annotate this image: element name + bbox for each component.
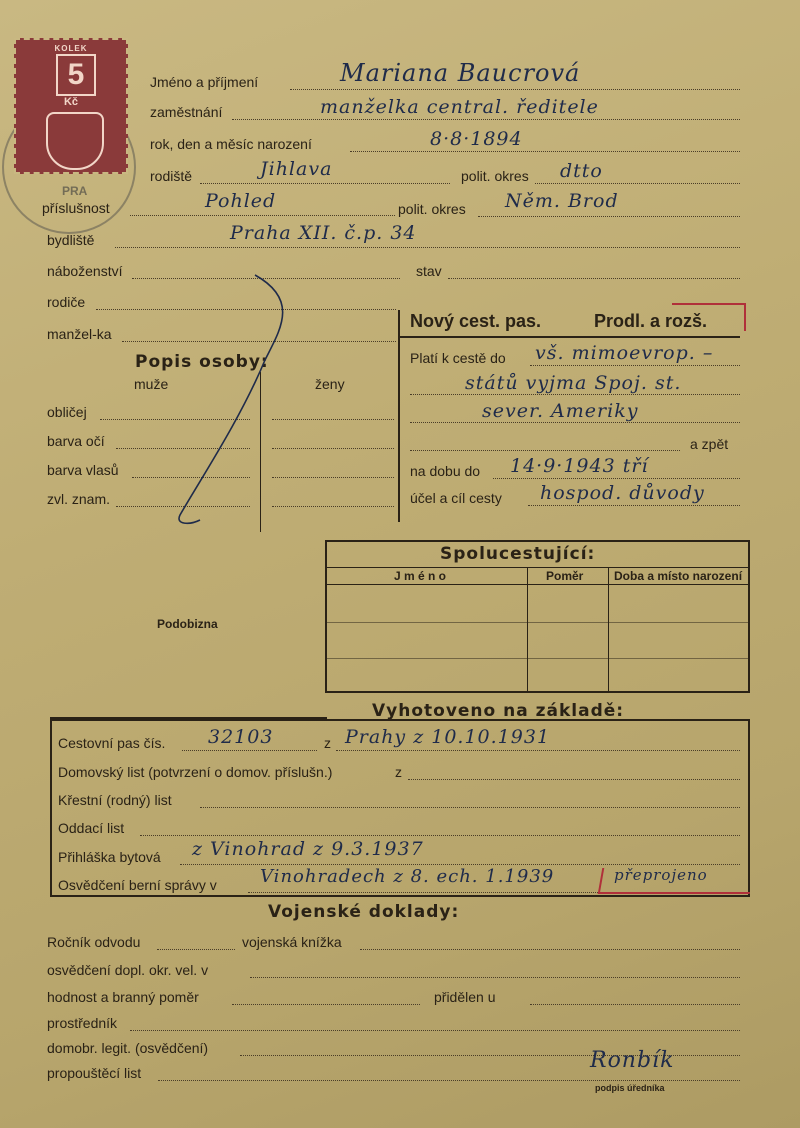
table-rule [327, 622, 748, 623]
a-zpet: a zpět [690, 436, 729, 452]
spolu-col-jmeno: J m é n o [394, 569, 447, 583]
ucel-label: účel a cíl cesty [410, 490, 502, 506]
propousteci-label: propouštěcí list [47, 1065, 142, 1081]
podpis-label: podpis úředníka [595, 1083, 665, 1093]
domobr-label: domobr. legit. (osvědčení) [47, 1040, 209, 1056]
popis-col-muze: muže [134, 376, 169, 392]
name-line [290, 89, 740, 90]
polit-okres2-line [478, 216, 740, 217]
lion-crest-icon [46, 112, 104, 170]
birthplace-line [200, 183, 450, 184]
knizka-line [360, 949, 740, 950]
rodice-label: rodiče [47, 294, 86, 310]
popis-row-label: obličej [47, 404, 87, 420]
pas-z-value: Prahy z 10.10.1931 [345, 726, 551, 748]
polit-okres2-label: polit. okres [398, 201, 466, 217]
berni-extra: přeprojeno [614, 866, 708, 884]
stav-label: stav [416, 263, 442, 279]
cross-out-stroke [160, 270, 300, 530]
spolu-title: Spolucestující: [440, 544, 596, 564]
prihlaska-value: z Vinohrad z 9.3.1937 [192, 838, 424, 860]
job-label: zaměstnání [150, 104, 223, 120]
bydliste-label: bydliště [47, 232, 95, 248]
oddaci-line [140, 835, 740, 836]
hodnost-label: hodnost a branný poměr [47, 989, 199, 1005]
berni-label: Osvědčení berní správy v [58, 877, 217, 893]
krestni-line [200, 807, 740, 808]
nabozenstvi-label: náboženství [47, 263, 123, 279]
pas-z-label: z [324, 735, 331, 751]
birth-value: 8·8·1894 [430, 128, 523, 150]
name-value: Mariana Baucrová [340, 59, 581, 87]
birth-label: rok, den a měsíc narození [150, 136, 312, 152]
pas-z-line [336, 750, 740, 751]
pridelen-line [530, 1004, 740, 1005]
plati-line [530, 365, 740, 366]
plati-value-2: států vyjma Spoj. st. [465, 372, 682, 394]
passport-prodl: Prodl. a rozš. [594, 311, 708, 331]
seal-text: PRA [62, 184, 88, 198]
revenue-stamp [14, 38, 128, 174]
spolu-col-pomer: Poměr [546, 569, 584, 583]
polit-okres-value: dtto [560, 160, 603, 182]
vyhotoveno-title: Vyhotoveno na základě: [372, 701, 625, 721]
bydliste-line [115, 247, 740, 248]
job-line [232, 119, 740, 120]
popis-row-label: barva očí [47, 433, 105, 449]
passport-title: Nový cest. pas. [410, 311, 542, 331]
stamp-value: 5 [56, 54, 96, 96]
voj-title: Vojenské doklady: [268, 902, 460, 922]
signature: Ronbík [590, 1048, 675, 1073]
birthplace-label: rodiště [150, 168, 193, 184]
table-col-rule [608, 567, 609, 691]
red-mark [672, 303, 746, 331]
stamp-unit: Kč [63, 96, 79, 108]
manzel-label: manžel-ka [47, 326, 112, 342]
plati-value-1: vš. mimoevrop. – [535, 342, 714, 364]
plati-line-2 [410, 394, 740, 395]
job-value: manželka central. ředitele [320, 96, 599, 118]
prostrednik-label: prostředník [47, 1015, 118, 1031]
prihlaska-label: Přihláška bytová [58, 849, 161, 865]
birth-line [350, 151, 740, 152]
spolu-col-doba: Doba a místo narození [614, 569, 743, 583]
bydliste-value: Praha XII. č.p. 34 [230, 222, 417, 244]
krestni-label: Křestní (rodný) list [58, 792, 172, 808]
photo-label: Podobizna [157, 617, 218, 631]
table-rule [327, 658, 748, 659]
ucel-value: hospod. důvody [540, 482, 705, 504]
pas-line [182, 750, 317, 751]
polit-okres-label: polit. okres [461, 168, 529, 184]
pas-value: 32103 [208, 726, 274, 748]
pridelen-label: přidělen u [434, 989, 496, 1005]
popis-row-label: zvl. znam. [47, 491, 111, 507]
plati-line-3 [410, 422, 740, 423]
domov-line [408, 779, 740, 780]
table-col-rule [527, 567, 528, 691]
berni-value: Vinohradech z 8. ech. 1.1939 [260, 866, 555, 887]
rocnik-line [157, 949, 235, 950]
doba-value: 14·9·1943 tří [510, 455, 649, 477]
ucel-line [528, 505, 740, 506]
oddaci-label: Oddací list [58, 820, 125, 836]
polit-okres2-value: Něm. Brod [505, 190, 619, 212]
domov-z: z [395, 764, 402, 780]
prislusnost-value: Pohled [205, 190, 277, 212]
prislusnost-line [130, 215, 395, 216]
hodnost-line [232, 1004, 420, 1005]
pas-label: Cestovní pas čís. [58, 735, 166, 751]
popis-col-zeny: ženy [315, 376, 345, 392]
stamp-top-text: KOLEK [54, 44, 88, 53]
popis-title: Popis osoby: [135, 352, 269, 372]
stav-line [448, 278, 740, 279]
rocnik-label: Ročník odvodu [47, 934, 141, 950]
table-rule [327, 567, 748, 568]
doba-line [493, 478, 740, 479]
domov-label: Domovský list (potvrzení o domov. příslušn.) [58, 764, 333, 780]
plati-line-4 [410, 450, 680, 451]
knizka-label: vojenská knížka [242, 934, 342, 950]
polit-okres-line [535, 183, 740, 184]
passport-box-rule [398, 336, 740, 338]
prislusnost-label: příslušnost [42, 200, 110, 216]
plati-label: Platí k cestě do [410, 350, 506, 366]
osvedceni-label: osvědčení dopl. okr. vel. v [47, 962, 209, 978]
vyhotoveno-top-rule [50, 717, 327, 719]
plati-value-3: sever. Ameriky [482, 400, 639, 422]
table-rule [327, 584, 748, 585]
passport-box-left [398, 310, 400, 522]
doba-label: na dobu do [410, 463, 481, 479]
prostrednik-line [130, 1030, 740, 1031]
osvedceni-line [250, 977, 740, 978]
popis-row-label: barva vlasů [47, 462, 119, 478]
name-label: Jméno a příjmení [150, 74, 259, 90]
red-mark [598, 868, 755, 894]
birthplace-value: Jihlava [260, 158, 333, 180]
